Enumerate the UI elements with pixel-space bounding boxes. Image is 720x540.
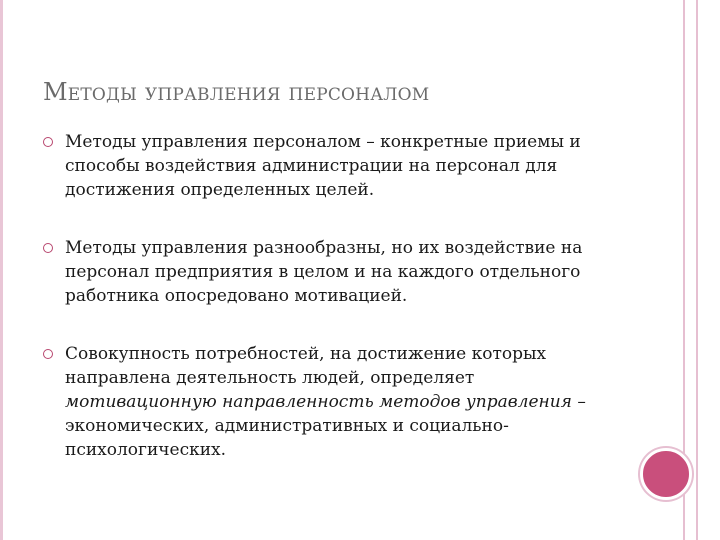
bullet-item-3 bbox=[43, 342, 628, 462]
left-frame-line bbox=[0, 0, 3, 540]
bullet-text-3-before: Совокупность потребностей, на достижение которых направлена деятельность людей, определяет bbox=[65, 344, 547, 388]
decorative-circle bbox=[640, 448, 692, 500]
bullet-item-1 bbox=[43, 130, 628, 202]
bullet-item-2 bbox=[43, 236, 628, 308]
bullet-text-2: Методы управления разнообразны, но их воздействие на персонал предприятия в целом и на каждого отдельного работника опосредовано мотивацией. bbox=[65, 238, 583, 306]
bullet-text-3-italic: мотивационную направленность методов управления bbox=[65, 392, 572, 412]
bullet-text-3-after: – экономических, административных и социально-психологических. bbox=[65, 392, 586, 460]
right-frame-line-outer bbox=[696, 0, 698, 540]
bullet-text-1: Методы управления персоналом – конкретные приемы и способы воздействия администрации на персонал для достижения определенных целей. bbox=[65, 132, 581, 200]
bullet-ring-icon bbox=[43, 349, 53, 359]
bullet-ring-icon bbox=[43, 243, 53, 253]
slide-title: Методы управления персоналом bbox=[43, 78, 430, 106]
bullet-ring-icon bbox=[43, 137, 53, 147]
bullet-list bbox=[43, 130, 628, 496]
